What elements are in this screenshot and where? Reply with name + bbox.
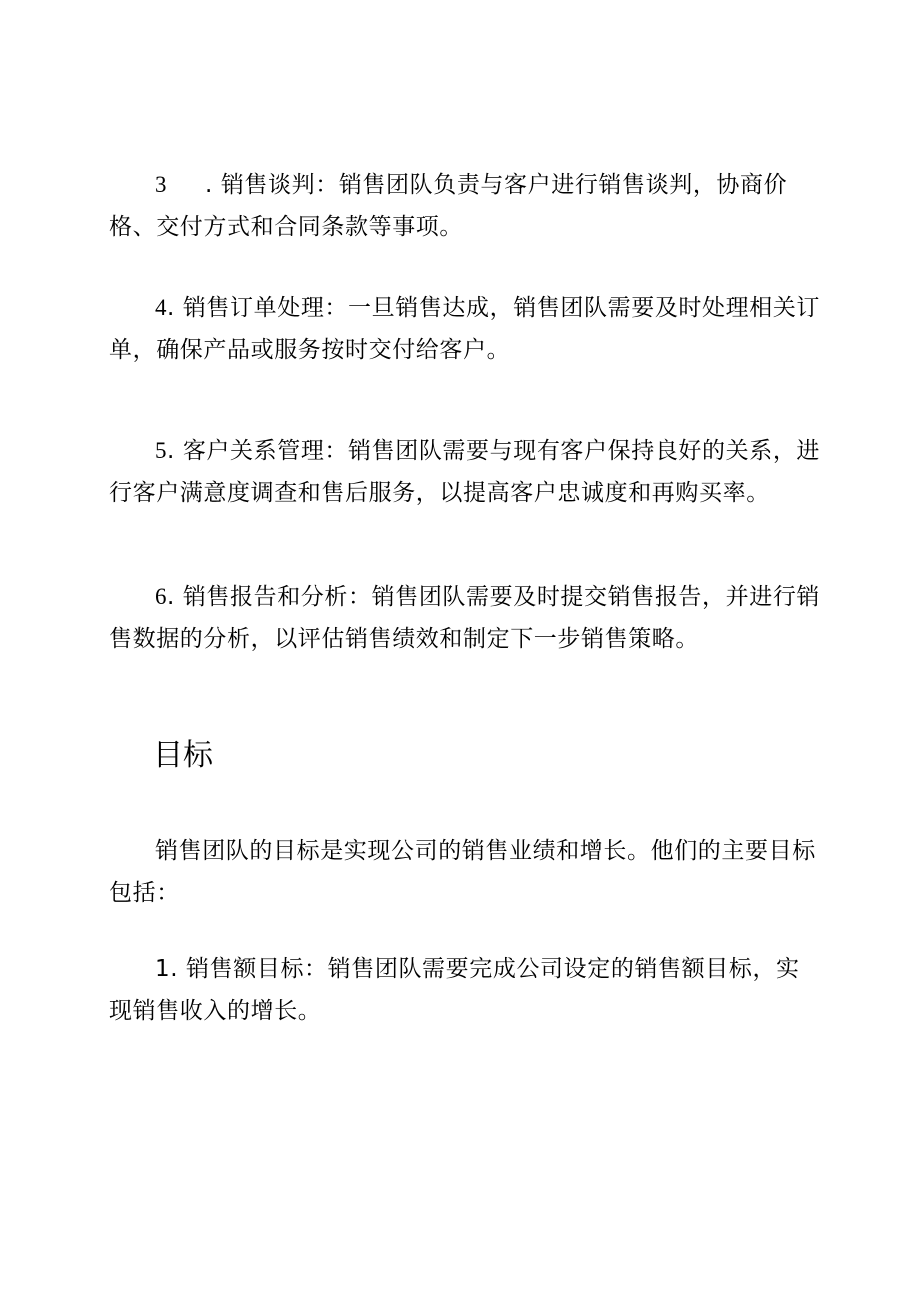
list-item-6 (109, 576, 821, 660)
list-item-number: 4 (155, 295, 168, 320)
list-item-number: 6 (155, 584, 168, 609)
list-item-number: 3 (155, 172, 168, 197)
list-item-5 (109, 430, 821, 514)
list-item-text-line1: . 销售订单处理：一旦销售达成，销售团队需要及时处理相关订 (167, 295, 821, 321)
list-item-text-line1: . 销售报告和分析：销售团队需要及时提交销售报告，并进行销 (167, 584, 821, 610)
goal-item-1-line1: 1. 销售额目标：销售团队需要完成公司设定的销售额目标，实 (155, 956, 800, 982)
list-item-text-line2: 行客户满意度调查和售后服务，以提高客户忠诚度和再购买率。 (109, 480, 770, 506)
list-item-text-line1: . 客户关系管理：销售团队需要与现有客户保持良好的关系，进 (167, 438, 821, 464)
goals-intro (109, 830, 816, 914)
goal-item-1 (109, 948, 809, 1032)
list-item-text-line2: 售数据的分析，以评估销售绩效和制定下一步销售策略。 (109, 626, 699, 652)
list-item-number: 5 (155, 438, 168, 463)
list-item-3 (109, 164, 809, 248)
list-item-4 (109, 287, 821, 371)
goals-intro-line2: 包括： (109, 880, 180, 906)
goals-intro-line1: 销售团队的目标是实现公司的销售业绩和增长。他们的主要目标 (155, 838, 816, 864)
list-item-text-line2: 格、交付方式和合同条款等事项。 (109, 214, 463, 240)
list-item-text-line1: . 销售谈判：销售团队负责与客户进行销售谈判，协商价 (205, 172, 788, 198)
goal-item-1-line2: 现销售收入的增长。 (109, 998, 322, 1024)
list-item-text-line2: 单，确保产品或服务按时交付给客户。 (109, 337, 511, 363)
section-heading-goals: 目标 (153, 738, 213, 773)
